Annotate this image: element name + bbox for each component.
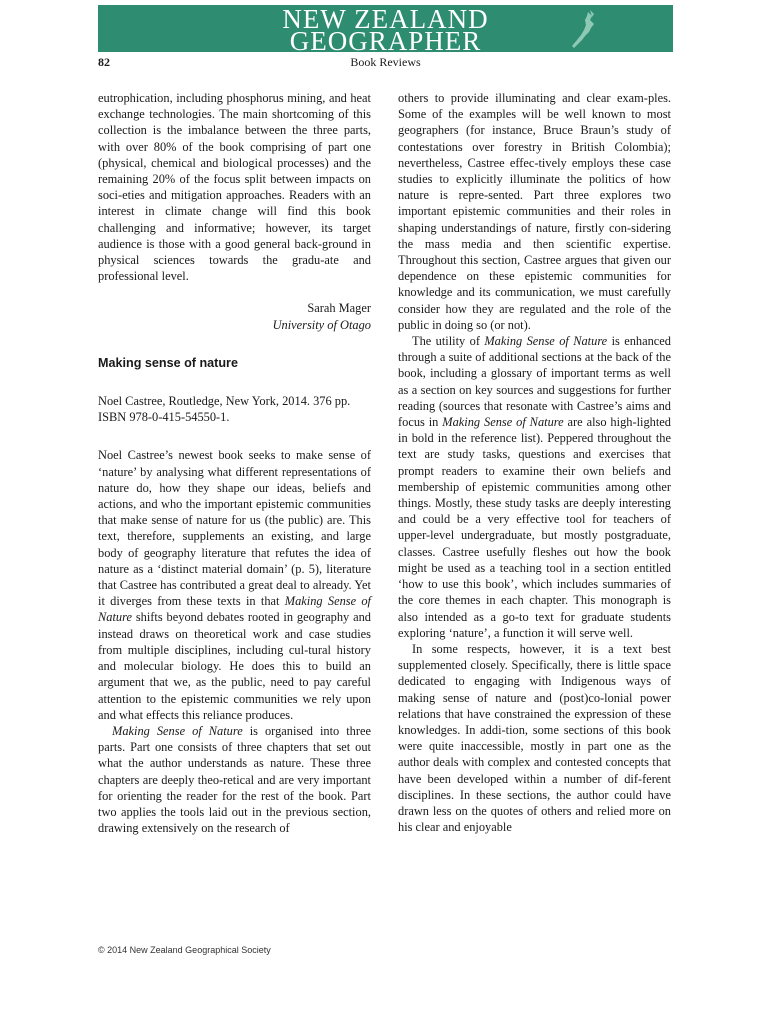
book-title-italic: Making Sense of Nature bbox=[98, 594, 372, 625]
review-paragraph-2: Making Sense of Nature is organised into three parts. Part one consists of three chapters that set out what the author understands as nature. These three chapters are deeply theo-retical and are very important for orienting the reader for the rest of the book. Part two applies the tools laid out in the previous section, drawing extensively on the research of bbox=[98, 723, 371, 836]
running-head: Book Reviews bbox=[350, 55, 421, 69]
review-paragraph-1: Noel Castree’s newest book seeks to make sense of ‘nature’ by analysing what different representations of nature do, how they shape our ideas, beliefs and actions, and who the important epistemic communities that make sense of nature for us (the public) are. This text, therefore, supplements an existing, and large body of geography literature that refutes the idea of nature as a ‘distinct material domain’ (p. 5), literature that Castree has contributed a great deal to already. Yet it diverges from these texts in that Making Sense of Nature shifts beyond debates rooted in geography and instead draws on theoretical work and case studies from multiple disciplines, including cul-tural history and molecular biology. He does this to build an argument that we, as the public, need to pay careful attention to the epistemic communities we rely upon and what effects this reliance produces. bbox=[98, 448, 372, 722]
reviewer-affiliation: University of Otago bbox=[272, 317, 371, 332]
page-number: 82 bbox=[98, 55, 110, 69]
reviewer-name: Sarah Mager bbox=[307, 301, 371, 316]
review-paragraph-4: In some respects, however, it is a text best supplemented closely. Specifically, there is little space dedicated to engaging with Indigenous ways of making sense of nature and (post)co-lonial power relations that have constrained the expression of these knowledges. In addi-tion, some sections of this book were quite inaccessible, mostly in part one as the author deals with complex and contested concepts that have been developed within a number of dif-ferent disciplines. In these sections, the author could have drawn less on the quotes of others and relied more on his clear and enjoyable bbox=[398, 641, 671, 835]
right-column bbox=[398, 90, 671, 835]
copyright-footer: © 2014 New Zealand Geographical Society bbox=[98, 945, 271, 955]
new-zealand-map-icon bbox=[568, 8, 608, 52]
book-title-italic: Making Sense of Nature bbox=[442, 415, 564, 430]
journal-title-line1: NEW ZEALAND bbox=[282, 4, 489, 34]
review-title: Making sense of nature bbox=[98, 355, 238, 370]
journal-banner bbox=[98, 4, 673, 56]
previous-review-ending: eutrophication, including phosphorus mining, and heat exchange technologies. The main shortcoming of this collection is the imbalance between the three parts, with over 80% of the book comprising of part one (physical, chemical and biological processes) and the remaining 20% of the focus split between impacts on soci-eties and mitigation approaches. Readers with an interest in climate change will find this book challenging and informative; however, its target audience is those with a good general back-ground in physical sciences towards the gradu-ate and professional level. bbox=[98, 91, 371, 284]
journal-title-line2: GEOGRAPHER bbox=[289, 26, 482, 56]
book-title-italic: Making Sense of Nature bbox=[112, 723, 243, 738]
left-column bbox=[98, 90, 371, 836]
review-paragraph-3: The utility of Making Sense of Nature is enhanced through a suite of additional sections at the back of the book, including a glossary of important terms as well as a section on key sources and suggestions for further reading (sources that resonate with Castree’s aims and focus in Making Sense of Nature are also high-lighted in bold in the reference list). Peppered throughout the text are study tasks, questions and exercises that prompt readers to examine their own beliefs and membership of epistemic communities among other things. Mostly, these study tasks are deeply interesting and could be a very effective tool for teachers of upper-level undergraduate, but mostly postgraduate, classes. Castree usefully fleshes out how the book might be used as a teaching tool in a section entitled ‘how to use this book’, which includes summaries of the core themes in each chapter. This monograph is also intended as a go-to text for graduate students exploring ‘nature’, a function it will serve well. bbox=[398, 334, 672, 640]
bibliographic-details: Noel Castree, Routledge, New York, 2014. 376 pp. ISBN 978-0-415-54550-1. bbox=[98, 394, 351, 425]
book-title-italic: Making Sense of Nature bbox=[484, 334, 608, 349]
review-paragraph-2-continued: others to provide illuminating and clear exam-ples. Some of the examples will be well known to most geographers (for instance, Bruce Braun’s study of contestations over forestry in British Colombia); nevertheless, Castree effec-tively employs these case studies to explicitly illuminate the politics of how nature is repre-sented. Part three explores two important epistemic communities and their roles in shaping understandings of nature, firstly con-sidering the mass media and then scientific expertise. Throughout this section, Castree argues that given our dependence on these epistemic communities for knowledge and its communication, we must carefully consider how they are regulated and the role of the public in doing so (or not). bbox=[398, 91, 671, 332]
